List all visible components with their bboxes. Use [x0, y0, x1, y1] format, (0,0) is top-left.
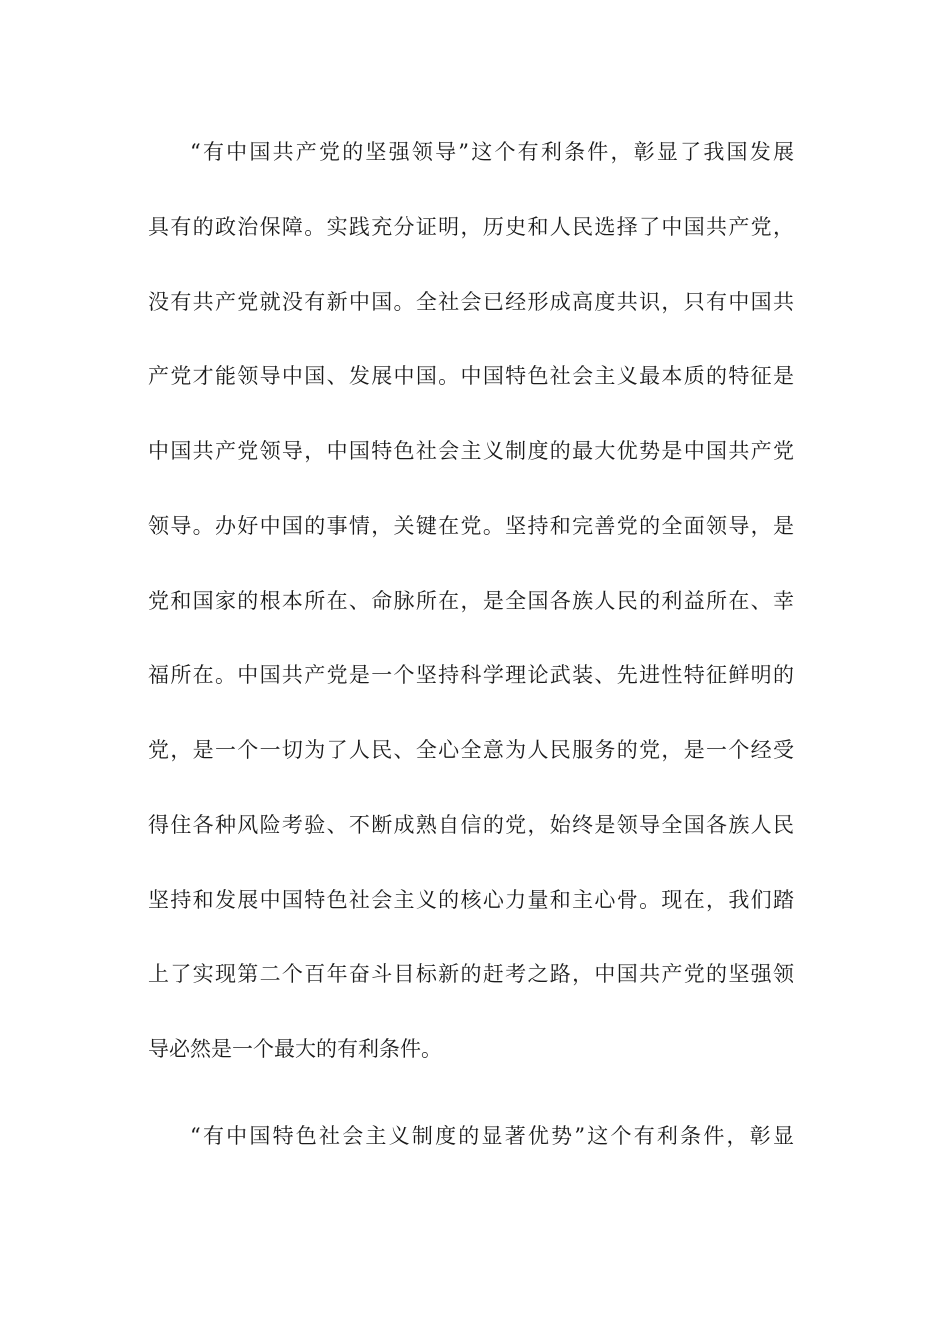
paragraph-1-line-9: 党，是一个一切为了人民、全心全意为人民服务的党，是一个经受: [148, 738, 794, 762]
paragraph-1-line-4: 产党才能领导中国、发展中国。中国特色社会主义最本质的特征是: [148, 364, 794, 388]
paragraph-1-line-3: 没有共产党就没有新中国。全社会已经形成高度共识，只有中国共: [148, 290, 794, 314]
paragraph-1-line-7: 党和国家的根本所在、命脉所在，是全国各族人民的利益所在、幸: [148, 589, 794, 613]
paragraph-1-line-12: 上了实现第二个百年奋斗目标新的赶考之路，中国共产党的坚强领: [148, 962, 794, 986]
paragraph-1-line-10: 得住各种风险考验、不断成熟自信的党，始终是领导全国各族人民: [148, 813, 794, 837]
paragraph-1-line-6: 领导。办好中国的事情，关键在党。坚持和完善党的全面领导，是: [148, 514, 794, 538]
paragraph-1-line-8: 福所在。中国共产党是一个坚持科学理论武装、先进性特征鲜明的: [148, 663, 794, 687]
paragraph-1-line-2: 具有的政治保障。实践充分证明，历史和人民选择了中国共产党，: [148, 215, 794, 239]
paragraph-1-line-11: 坚持和发展中国特色社会主义的核心力量和主心骨。现在，我们踏: [148, 888, 794, 912]
paragraph-1-line-13: 导必然是一个最大的有利条件。: [148, 1037, 442, 1061]
paragraph-1-line-1: “有中国共产党的坚强领导”这个有利条件，彰显了我国发展: [190, 140, 794, 164]
paragraph-2-line-1: “有中国特色社会主义制度的显著优势”这个有利条件，彰显: [190, 1124, 794, 1148]
paragraph-1-line-5: 中国共产党领导，中国特色社会主义制度的最大优势是中国共产党: [148, 439, 794, 463]
